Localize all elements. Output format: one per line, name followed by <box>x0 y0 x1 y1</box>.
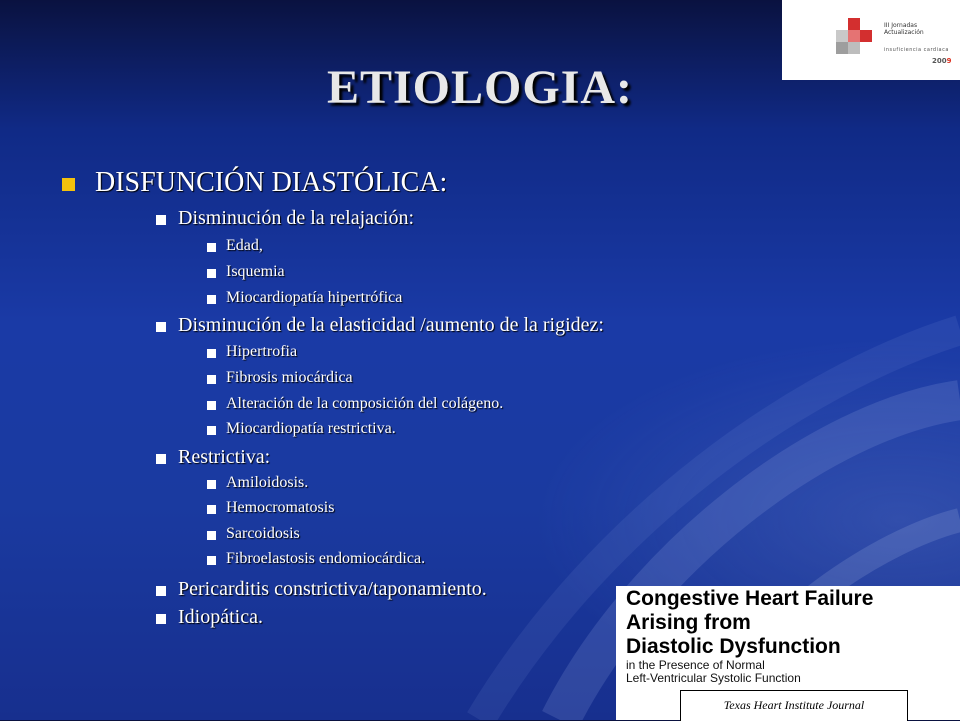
outline-group-label: Restrictiva: <box>178 446 271 468</box>
square-bullet-icon <box>207 349 216 358</box>
square-bullet-icon <box>156 454 166 464</box>
outline-group-row <box>178 578 487 601</box>
article-subtitle-line2: Left-Ventricular Systolic Function <box>626 671 801 685</box>
outline-item: Isquemia <box>226 263 285 280</box>
outline-item: Hipertrofia <box>226 343 298 360</box>
outline-item: Amiloidosis. <box>226 474 309 491</box>
square-bullet-icon <box>62 178 75 191</box>
logo-line2: Actualización <box>884 29 924 36</box>
square-bullet-icon <box>156 614 166 624</box>
logo-subtitle: insuficiencia cardiaca <box>884 47 949 53</box>
square-bullet-icon <box>207 556 216 565</box>
outline-group-label: Disminución de la relajación: <box>178 207 415 229</box>
article-title-line3: Diastolic Dysfunction <box>626 635 841 658</box>
outline-group-label: Disminución de la elasticidad /aumento de la rigidez: <box>178 314 604 336</box>
square-bullet-icon <box>156 586 166 596</box>
logo-text <box>884 22 924 36</box>
outline-item-row <box>226 289 402 307</box>
outline-group-row <box>178 207 414 230</box>
outline-item-row <box>226 237 263 255</box>
square-bullet-icon <box>207 505 216 514</box>
outline-heading: DISFUNCIÓN DIASTÓLICA: <box>95 167 448 198</box>
article-subtitle-line1: in the Presence of Normal <box>626 658 765 672</box>
outline-heading-row <box>95 167 447 199</box>
outline-item: Miocardiopatía restrictiva. <box>226 420 396 437</box>
square-bullet-icon <box>207 531 216 540</box>
outline-item-row <box>226 550 425 568</box>
outline-item-row <box>226 343 297 361</box>
outline-item: Sarcoidosis <box>226 525 300 542</box>
square-bullet-icon <box>207 401 216 410</box>
outline-item: Alteración de la composición del colágeno. <box>226 395 504 412</box>
square-bullet-icon <box>207 480 216 489</box>
outline-group-row <box>178 314 604 337</box>
outline-item-row <box>226 395 503 413</box>
outline-item-row <box>226 263 285 281</box>
journal-name: Texas Heart Institute Journal <box>680 690 908 721</box>
outline-item-row <box>226 369 353 387</box>
outline-item: Miocardiopatía hipertrófica <box>226 289 403 306</box>
logo-year-suffix: 9 <box>946 57 952 65</box>
slide-title: ETIOLOGIA: <box>326 61 634 114</box>
logo-year-prefix: 200 <box>932 57 947 65</box>
square-bullet-icon <box>207 375 216 384</box>
article-title-line2: Arising from <box>626 611 751 634</box>
outline-group-label: Pericarditis constrictiva/taponamiento. <box>178 578 487 600</box>
outline-item: Hemocromatosis <box>226 499 335 516</box>
square-bullet-icon <box>207 295 216 304</box>
outline-item-row <box>226 499 334 517</box>
outline-item-row <box>226 525 300 543</box>
square-bullet-icon <box>156 215 166 225</box>
outline-item-row <box>226 474 308 492</box>
outline-item-row <box>226 420 396 438</box>
cross-logo-icon <box>830 16 878 64</box>
square-bullet-icon <box>156 322 166 332</box>
article-title <box>626 587 960 659</box>
outline-group-label: Idiopática. <box>178 606 263 628</box>
square-bullet-icon <box>207 426 216 435</box>
article-title-line1: Congestive Heart Failure <box>626 587 874 610</box>
outline-group-row <box>178 606 263 629</box>
square-bullet-icon <box>207 269 216 278</box>
outline-group-row <box>178 446 270 469</box>
logo-line1: III Jornadas <box>884 22 918 29</box>
article-subtitle <box>626 659 801 685</box>
square-bullet-icon <box>207 243 216 252</box>
article-cover-image <box>616 586 960 720</box>
outline-item: Fibrosis miocárdica <box>226 369 353 386</box>
outline-item: Edad, <box>226 237 263 254</box>
outline-item: Fibroelastosis endomiocárdica. <box>226 550 426 567</box>
